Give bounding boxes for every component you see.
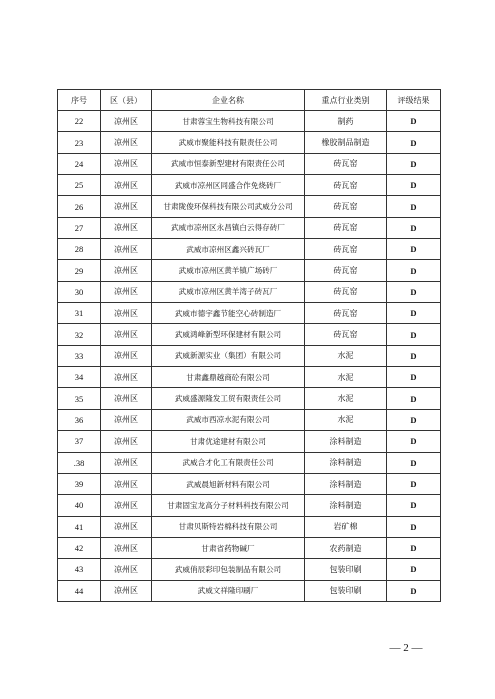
table-row [58,196,441,217]
header-district: 区（县） [101,90,152,111]
table-row [58,409,441,430]
company-name-cell: 武威文祥隆印刷厂 [152,580,305,601]
company-name-cell: 武威合才化工有限责任公司 [152,452,305,473]
company-name-cell: 甘肃省药物碱厂 [152,537,305,558]
rating-cell: D [387,345,441,366]
industry-cell: 砖瓦窑 [305,281,387,302]
company-name-cell: 武威鸿峰新型环保建材有限公司 [152,324,305,345]
rating-cell: D [387,239,441,260]
company-name-cell: 甘肃固宝龙高分子材料科技有限公司 [152,495,305,516]
seq-cell: 23 [58,132,101,153]
district-cell: 凉州区 [101,431,152,452]
company-name-cell: 甘肃贝斯特岩棉科技有限公司 [152,516,305,537]
seq-cell: 44 [58,580,101,601]
district-cell: 凉州区 [101,345,152,366]
header-rating: 评级结果 [387,90,441,111]
company-name-cell: 武威俏辰彩印包装制品有限公司 [152,559,305,580]
industry-cell: 砖瓦窑 [305,303,387,324]
table-row [58,260,441,281]
district-cell: 凉州区 [101,580,152,601]
industry-cell: 橡胶制品制造 [305,132,387,153]
rating-cell: D [387,324,441,345]
industry-cell: 涂料制造 [305,431,387,452]
table-row [58,345,441,366]
district-cell: 凉州区 [101,409,152,430]
seq-cell: 43 [58,559,101,580]
seq-cell: 30 [58,281,101,302]
table-row [58,175,441,196]
seq-cell: 32 [58,324,101,345]
rating-cell: D [387,111,441,132]
table-row [58,537,441,558]
table-row [58,303,441,324]
district-cell: 凉州区 [101,367,152,388]
company-name-cell: 武威市凉州区永昌镇白云得存砖厂 [152,217,305,238]
seq-cell: 26 [58,196,101,217]
company-name-cell: 武威市凉州区鑫兴砖瓦厂 [152,239,305,260]
district-cell: 凉州区 [101,260,152,281]
rating-cell: D [387,132,441,153]
industry-cell: 水泥 [305,409,387,430]
industry-cell: 水泥 [305,388,387,409]
rating-cell: D [387,473,441,494]
industry-cell: 涂料制造 [305,452,387,473]
company-name-cell: 武威市恒泰新型建材有限责任公司 [152,153,305,174]
table-row [58,132,441,153]
industry-cell: 水泥 [305,367,387,388]
industry-cell: 砖瓦窑 [305,196,387,217]
rating-cell: D [387,452,441,473]
table-row [58,473,441,494]
seq-cell: 25 [58,175,101,196]
district-cell: 凉州区 [101,196,152,217]
industry-cell: 涂料制造 [305,495,387,516]
district-cell: 凉州区 [101,559,152,580]
company-name-cell: 武威市凉州区黄羊镇广场砖厂 [152,260,305,281]
rating-cell: D [387,537,441,558]
rating-cell: D [387,260,441,281]
rating-cell: D [387,431,441,452]
table-body [58,111,441,602]
district-cell: 凉州区 [101,388,152,409]
company-name-cell: 武威盛源隆发工贸有限责任公司 [152,388,305,409]
industry-cell: 砖瓦窑 [305,260,387,281]
seq-cell: 35 [58,388,101,409]
company-name-cell: 武威市德宇鑫节能空心砖制造厂 [152,303,305,324]
table-row [58,580,441,601]
seq-cell: 40 [58,495,101,516]
table-row [58,495,441,516]
industry-cell: 农药制造 [305,537,387,558]
rating-cell: D [387,217,441,238]
rating-cell: D [387,388,441,409]
rating-cell: D [387,196,441,217]
district-cell: 凉州区 [101,516,152,537]
district-cell: 凉州区 [101,281,152,302]
seq-cell: 36 [58,409,101,430]
company-name-cell: 武威市凉州区黄羊湾子砖瓦厂 [152,281,305,302]
table-row [58,516,441,537]
rating-cell: D [387,367,441,388]
rating-cell: D [387,495,441,516]
seq-cell: 28 [58,239,101,260]
district-cell: 凉州区 [101,495,152,516]
seq-cell: 39 [58,473,101,494]
rating-cell: D [387,559,441,580]
industry-cell: 包装印刷 [305,580,387,601]
seq-cell: 31 [58,303,101,324]
district-cell: 凉州区 [101,473,152,494]
seq-cell: 29 [58,260,101,281]
seq-cell: 41 [58,516,101,537]
table-row [58,111,441,132]
company-name-cell: 武威晨旭新材料有限公司 [152,473,305,494]
table-row [58,324,441,345]
company-name-cell: 武威市凉州区同盛合作免烧砖厂 [152,175,305,196]
company-name-cell: 甘肃陇俊环保科技有限公司武威分公司 [152,196,305,217]
industry-cell: 砖瓦窑 [305,153,387,174]
rating-cell: D [387,153,441,174]
district-cell: 凉州区 [101,537,152,558]
seq-cell: 22 [58,111,101,132]
enterprise-rating-table [57,89,441,602]
company-name-cell: 武威市西凉水泥有限公司 [152,409,305,430]
district-cell: 凉州区 [101,217,152,238]
table-row [58,239,441,260]
industry-cell: 砖瓦窑 [305,175,387,196]
header-industry: 重点行业类别 [305,90,387,111]
company-name-cell: 甘肃优途建材有限公司 [152,431,305,452]
seq-cell: 42 [58,537,101,558]
rating-cell: D [387,281,441,302]
seq-cell: 24 [58,153,101,174]
company-name-cell: 武威市聚能科技有限责任公司 [152,132,305,153]
district-cell: 凉州区 [101,111,152,132]
seq-cell: 27 [58,217,101,238]
rating-cell: D [387,516,441,537]
district-cell: 凉州区 [101,132,152,153]
seq-cell: .38 [58,452,101,473]
header-company-name: 企业名称 [152,90,305,111]
company-name-cell: 武威新源实业（集团）有限公司 [152,345,305,366]
industry-cell: 砖瓦窑 [305,239,387,260]
company-name-cell: 甘肃蓉宝生物科技有限公司 [152,111,305,132]
table-row [58,452,441,473]
seq-cell: 33 [58,345,101,366]
district-cell: 凉州区 [101,153,152,174]
table-row [58,281,441,302]
industry-cell: 涂料制造 [305,473,387,494]
seq-cell: 37 [58,431,101,452]
page-number: — 2 — [389,642,423,654]
district-cell: 凉州区 [101,239,152,260]
company-name-cell: 甘肃鑫鼎越商砼有限公司 [152,367,305,388]
rating-cell: D [387,175,441,196]
district-cell: 凉州区 [101,324,152,345]
industry-cell: 制药 [305,111,387,132]
table-row [58,367,441,388]
rating-cell: D [387,409,441,430]
table-row [58,217,441,238]
seq-cell: 34 [58,367,101,388]
industry-cell: 水泥 [305,345,387,366]
header-seq: 序号 [58,90,101,111]
industry-cell: 砖瓦窑 [305,217,387,238]
district-cell: 凉州区 [101,452,152,473]
industry-cell: 岩矿棉 [305,516,387,537]
rating-cell: D [387,580,441,601]
table-row [58,431,441,452]
table-row [58,559,441,580]
rating-cell: D [387,303,441,324]
industry-cell: 砖瓦窑 [305,324,387,345]
district-cell: 凉州区 [101,303,152,324]
industry-cell: 包装印刷 [305,559,387,580]
district-cell: 凉州区 [101,175,152,196]
table-row [58,153,441,174]
table-header-row [58,90,441,111]
table-row [58,388,441,409]
